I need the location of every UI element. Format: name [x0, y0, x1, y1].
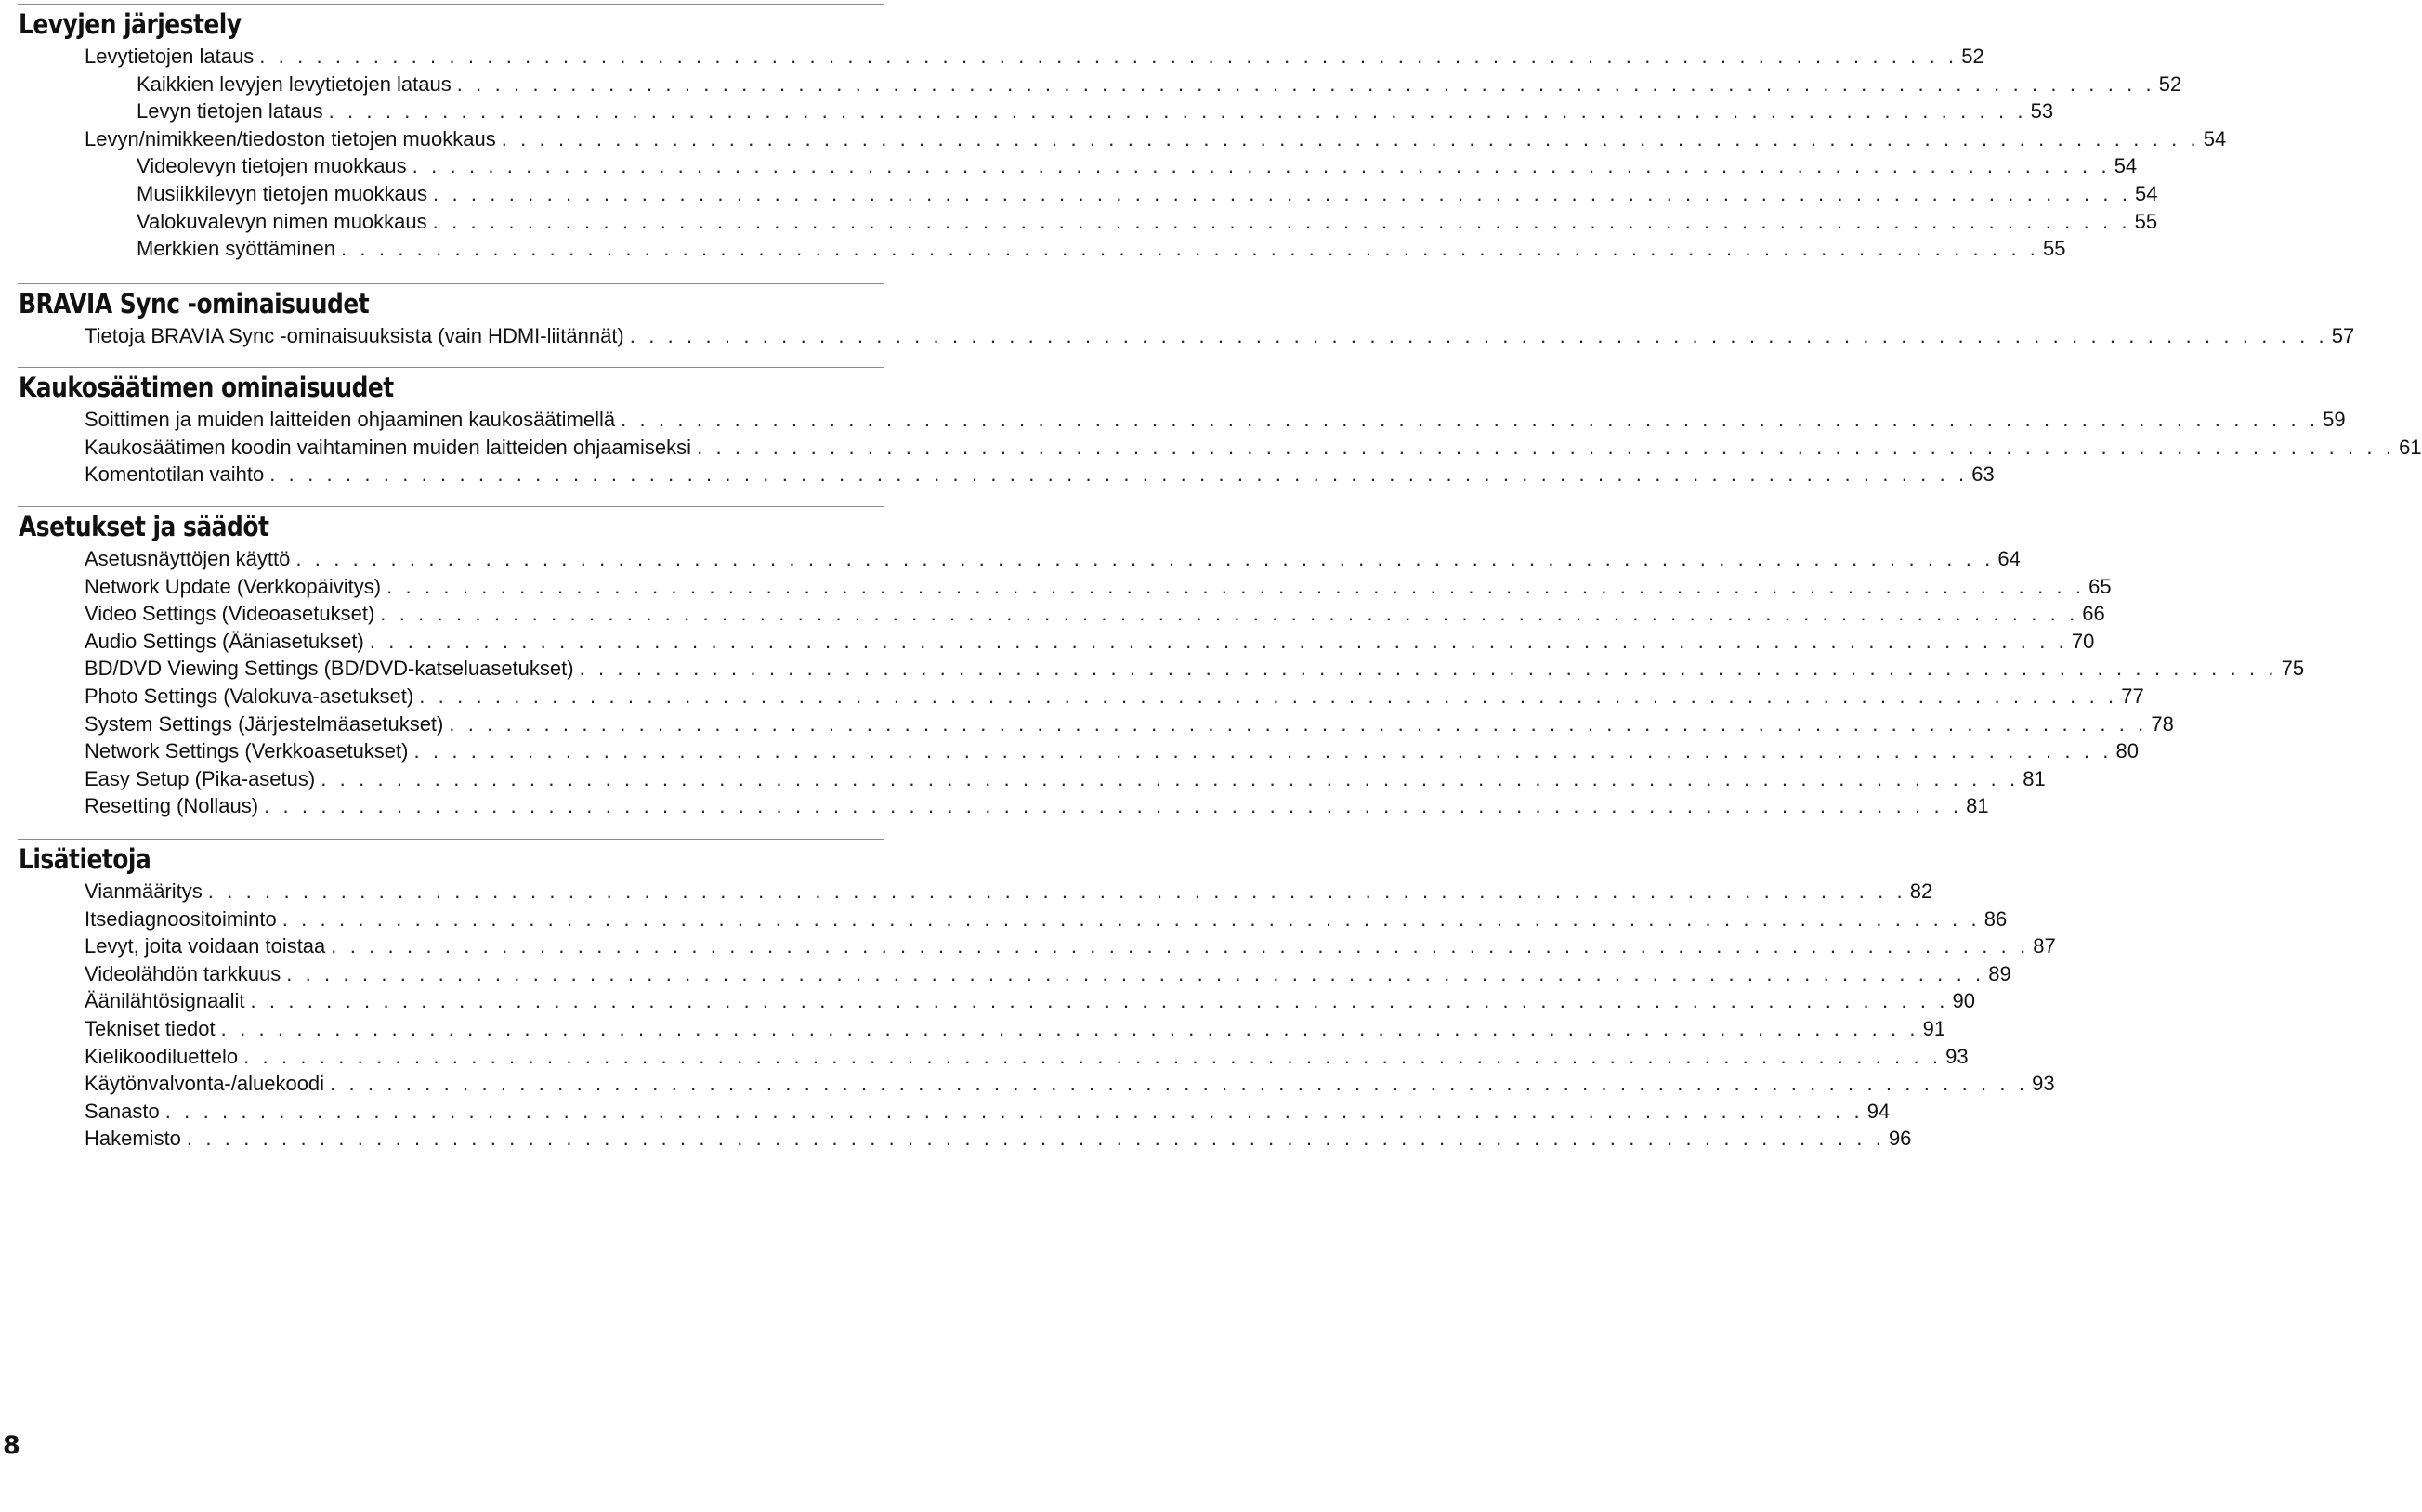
- toc-entry-title: Tietoja BRAVIA Sync -ominaisuuksista (vain HDMI-liitännät): [85, 324, 624, 347]
- toc-entry[interactable]: [85, 710, 2174, 738]
- toc-entry-page: 63: [1971, 463, 1995, 486]
- toc-entry-page: 96: [1888, 1127, 1912, 1150]
- toc-entry-title: Network Settings (Verkkoasetukset): [85, 739, 409, 763]
- dot-leader: . . . . . . . . . . . . . . . . . . . . . . . . . . . . . . . . . . . . . . . . . . . . . . . . . . . . . . . . . . . . . . . . . . . . . . . . . . . . . . . . . . . . . . . . . .: [386, 575, 2086, 598]
- dot-leader: . . . . . . . . . . . . . . . . . . . . . . . . . . . . . . . . . . . . . . . . . . . . . . . . . . . . . . . . . . . . . . . . . . . . . . . . . . . . . . . . . . . . . . . . . .: [380, 602, 2079, 625]
- toc-entry[interactable]: [85, 906, 2008, 933]
- toc-entry-title: Video Settings (Videoasetukset): [85, 602, 375, 625]
- dot-leader: . . . . . . . . . . . . . . . . . . . . . . . . . . . . . . . . . . . . . . . . . . . . . . . . . . . . . . . . . . . . . . . . . . . . . . . . . . . . . . . . . . . . . . . . . .: [419, 684, 2118, 708]
- toc-entry-page: 59: [2323, 408, 2346, 431]
- section-heading: Levyjen järjestely: [19, 8, 242, 40]
- toc-entry-title: Merkkien syöttäminen: [137, 237, 335, 260]
- toc-entry-title: Soittimen ja muiden laitteiden ohjaaminen kaukosäätimellä: [85, 408, 616, 431]
- toc-entry[interactable]: [85, 1043, 1969, 1071]
- toc-entry[interactable]: [85, 125, 2227, 153]
- dot-leader: . . . . . . . . . . . . . . . . . . . . . . . . . . . . . . . . . . . . . . . . . . . . . . . . . . . . . . . . . . . . . . . . . . . . . . . . . . . . . . . . . . . . . . . . . .: [264, 794, 1963, 817]
- section-heading: BRAVIA Sync -ominaisuudet: [19, 288, 370, 319]
- toc-entry[interactable]: [85, 765, 2046, 793]
- toc-entry-title: Komentotilan vaihto: [85, 463, 265, 486]
- dot-leader: . . . . . . . . . . . . . . . . . . . . . . . . . . . . . . . . . . . . . . . . . . . . . . . . . . . . . . . . . . . . . . . . . . . . . . . . . . . . . . . . . . . . . . . . . .: [259, 45, 1958, 68]
- toc-entry[interactable]: [137, 208, 2158, 236]
- dot-leader: . . . . . . . . . . . . . . . . . . . . . . . . . . . . . . . . . . . . . . . . . . . . . . . . . . . . . . . . . . . . . . . . . . . . . . . . . . . . . . . . . . . . . . . . . .: [501, 127, 2200, 150]
- toc-entry[interactable]: [85, 461, 1995, 489]
- dot-leader: . . . . . . . . . . . . . . . . . . . . . . . . . . . . . . . . . . . . . . . . . . . . . . . . . . . . . . . . . . . . . . . . . . . . . . . . . . . . . . . . . . . . . . . . . .: [295, 547, 1995, 570]
- dot-leader: . . . . . . . . . . . . . . . . . . . . . . . . . . . . . . . . . . . . . . . . . . . . . . . . . . . . . . . . . . . . . . . . . . . . . . . . . . . . . . . . . . . . . . . . . .: [369, 630, 2068, 653]
- toc-entry-title: Network Update (Verkkopäivitys): [85, 575, 382, 598]
- toc-entry-page: 81: [2023, 767, 2046, 790]
- toc-entry[interactable]: [137, 98, 2054, 125]
- toc-entry-page: 52: [2158, 72, 2182, 96]
- section-heading: Asetukset ja säädöt: [19, 511, 269, 542]
- toc-entry[interactable]: [85, 1015, 1946, 1043]
- dot-leader: . . . . . . . . . . . . . . . . . . . . . . . . . . . . . . . . . . . . . . . . . . . . . . . . . . . . . . . . . . . . . . . . . . . . . . . . . . . . . . . . . . . . . . . . . .: [621, 408, 2320, 431]
- toc-entry-title: Sanasto: [85, 1100, 160, 1123]
- section-divider: [18, 839, 884, 840]
- toc-entry-title: Itsediagnoositoiminto: [85, 907, 277, 931]
- toc-entry-page: 82: [1909, 880, 1933, 903]
- toc-entry[interactable]: [85, 878, 1933, 906]
- dot-leader: . . . . . . . . . . . . . . . . . . . . . . . . . . . . . . . . . . . . . . . . . . . . . . . . . . . . . . . . . . . . . . . . . . . . . . . . . . . . . . . . . . . . . . . . . .: [456, 72, 2155, 96]
- toc-entry[interactable]: [137, 235, 2066, 263]
- toc-entry-title: Musiikkilevyn tietojen muokkaus: [137, 182, 428, 205]
- toc-entry-title: Vianmääritys: [85, 880, 203, 903]
- dot-leader: . . . . . . . . . . . . . . . . . . . . . . . . . . . . . . . . . . . . . . . . . . . . . . . . . . . . . . . . . . . . . . . . . . . . . . . . . . . . . . . . . . . . . . . . . .: [413, 739, 2113, 763]
- toc-entry[interactable]: [85, 737, 2139, 765]
- toc-entry-page: 86: [1983, 907, 2008, 931]
- dot-leader: . . . . . . . . . . . . . . . . . . . . . . . . . . . . . . . . . . . . . . . . . . . . . . . . . . . . . . . . . . . . . . . . . . . . . . . . . . . . . . . . . . . . . . . . . .: [433, 182, 2132, 205]
- toc-entry[interactable]: [85, 655, 2305, 683]
- toc-entry-page: 91: [1922, 1017, 1946, 1040]
- toc-entry-page: 78: [2151, 712, 2174, 736]
- toc-entry-title: Levyn/nimikkeen/tiedoston tietojen muokkaus: [85, 127, 496, 150]
- toc-entry-page: 54: [2114, 154, 2138, 177]
- toc-entry-title: System Settings (Järjestelmäasetukset): [85, 712, 444, 736]
- dot-leader: . . . . . . . . . . . . . . . . . . . . . . . . . . . . . . . . . . . . . . . . . . . . . . . . . . . . . . . . . . . . . . . . . . . . . . . . . . . . . . . . . . . . . . . . . .: [243, 1045, 1943, 1068]
- dot-leader: . . . . . . . . . . . . . . . . . . . . . . . . . . . . . . . . . . . . . . . . . . . . . . . . . . . . . . . . . . . . . . . . . . . . . . . . . . . . . . . . . . . . . . . . . .: [321, 767, 2020, 790]
- dot-leader: . . . . . . . . . . . . . . . . . . . . . . . . . . . . . . . . . . . . . . . . . . . . . . . . . . . . . . . . . . . . . . . . . . . . . . . . . . . . . . . . . . . . . . . . . .: [449, 712, 2148, 736]
- toc-entry-page: 55: [2134, 210, 2158, 233]
- toc-entry[interactable]: [85, 683, 2144, 710]
- toc-entry-title: Levytietojen lataus: [85, 45, 255, 68]
- toc-entry-title: Photo Settings (Valokuva-asetukset): [85, 684, 414, 708]
- toc-entry[interactable]: [85, 1070, 2055, 1098]
- dot-leader: . . . . . . . . . . . . . . . . . . . . . . . . . . . . . . . . . . . . . . . . . . . . . . . . . . . . . . . . . . . . . . . . . . . . . . . . . . . . . . . . . . . . . . . . . .: [330, 1072, 2029, 1095]
- toc-entry-page: 70: [2071, 630, 2095, 653]
- section-divider: [18, 283, 884, 284]
- toc-entry[interactable]: [85, 434, 2422, 462]
- dot-leader: . . . . . . . . . . . . . . . . . . . . . . . . . . . . . . . . . . . . . . . . . . . . . . . . . . . . . . . . . . . . . . . . . . . . . . . . . . . . . . . . . . . . . . . . . .: [340, 237, 2039, 260]
- toc-entry-page: 55: [2043, 237, 2066, 260]
- toc-entry-page: 52: [1961, 45, 1984, 68]
- dot-leader: . . . . . . . . . . . . . . . . . . . . . . . . . . . . . . . . . . . . . . . . . . . . . . . . . . . . . . . . . . . . . . . . . . . . . . . . . . . . . . . . . . . . . . . . . .: [220, 1017, 1919, 1040]
- toc-entry[interactable]: [85, 545, 2021, 573]
- dot-leader: . . . . . . . . . . . . . . . . . . . . . . . . . . . . . . . . . . . . . . . . . . . . . . . . . . . . . . . . . . . . . . . . . . . . . . . . . . . . . . . . . . . . . . . . . .: [579, 657, 2278, 680]
- toc-entry-title: Asetusnäyttöjen käyttö: [85, 547, 291, 570]
- toc-entry[interactable]: [137, 180, 2158, 208]
- toc-entry-title: BD/DVD Viewing Settings (BD/DVD-katseluasetukset): [85, 657, 574, 680]
- toc-entry-page: 61: [2399, 436, 2422, 459]
- toc-entry-page: 54: [2203, 127, 2227, 150]
- toc-entry-page: 87: [2033, 934, 2056, 958]
- toc-entry-page: 65: [2088, 575, 2112, 598]
- toc-entry[interactable]: [85, 792, 1989, 820]
- toc-entry-page: 93: [2032, 1072, 2055, 1095]
- toc-entry-title: Valokuvalevyn nimen muokkaus: [137, 210, 427, 233]
- dot-leader: . . . . . . . . . . . . . . . . . . . . . . . . . . . . . . . . . . . . . . . . . . . . . . . . . . . . . . . . . . . . . . . . . . . . . . . . . . . . . . . . . . . . . . . . . .: [697, 436, 2396, 459]
- toc-entry-title: Tekniset tiedot: [85, 1017, 216, 1040]
- dot-leader: . . . . . . . . . . . . . . . . . . . . . . . . . . . . . . . . . . . . . . . . . . . . . . . . . . . . . . . . . . . . . . . . . . . . . . . . . . . . . . . . . . . . . . . . . .: [286, 962, 1985, 985]
- toc-entry-title: Kaukosäätimen koodin vaihtaminen muiden laitteiden ohjaamiseksi: [85, 436, 692, 459]
- toc-entry-page: 93: [1945, 1045, 1969, 1068]
- toc-entry-title: Kielikoodiluettelo: [85, 1045, 239, 1068]
- toc-entry-title: Videolevyn tietojen muokkaus: [137, 154, 407, 177]
- toc-entry-title: Käytönvalvonta-/aluekoodi: [85, 1072, 325, 1095]
- toc-entry-page: 64: [1997, 547, 2021, 570]
- toc-entry[interactable]: [85, 1098, 1891, 1126]
- dot-leader: . . . . . . . . . . . . . . . . . . . . . . . . . . . . . . . . . . . . . . . . . . . . . . . . . . . . . . . . . . . . . . . . . . . . . . . . . . . . . . . . . . . . . . . . . .: [207, 880, 1906, 903]
- toc-entry-page: 81: [1966, 794, 1989, 817]
- toc-entry-page: 75: [2281, 657, 2305, 680]
- toc-entry-title: Äänilähtösignaalit: [85, 989, 245, 1012]
- dot-leader: . . . . . . . . . . . . . . . . . . . . . . . . . . . . . . . . . . . . . . . . . . . . . . . . . . . . . . . . . . . . . . . . . . . . . . . . . . . . . . . . . . . . . . . . . .: [186, 1127, 1885, 1150]
- section-heading: Kaukosäätimen ominaisuudet: [19, 371, 394, 403]
- toc-entry-page: 90: [1952, 989, 1975, 1012]
- toc-entry-title: Hakemisto: [85, 1127, 181, 1150]
- dot-leader: . . . . . . . . . . . . . . . . . . . . . . . . . . . . . . . . . . . . . . . . . . . . . . . . . . . . . . . . . . . . . . . . . . . . . . . . . . . . . . . . . . . . . . . . . .: [269, 463, 1969, 486]
- toc-entry-page: 77: [2121, 684, 2144, 708]
- toc-entry[interactable]: [85, 573, 2112, 601]
- toc-entry[interactable]: [85, 1125, 1912, 1153]
- toc-entry[interactable]: [85, 987, 1975, 1015]
- toc-entry-page: 54: [2135, 182, 2158, 205]
- toc-entry-title: Kaikkien levyjen levytietojen lataus: [137, 72, 452, 96]
- dot-leader: . . . . . . . . . . . . . . . . . . . . . . . . . . . . . . . . . . . . . . . . . . . . . . . . . . . . . . . . . . . . . . . . . . . . . . . . . . . . . . . . . . . . . . . . . .: [250, 989, 1949, 1012]
- toc-entry-page: 57: [2331, 324, 2355, 347]
- toc-entry-page: 94: [1866, 1100, 1891, 1123]
- dot-leader: . . . . . . . . . . . . . . . . . . . . . . . . . . . . . . . . . . . . . . . . . . . . . . . . . . . . . . . . . . . . . . . . . . . . . . . . . . . . . . . . . . . . . . . . . .: [281, 907, 1981, 931]
- section-divider: [18, 506, 884, 507]
- toc-entry-title: Resetting (Nollaus): [85, 794, 259, 817]
- toc-entry[interactable]: [137, 71, 2182, 98]
- toc-entry[interactable]: [137, 152, 2138, 180]
- section-heading: Lisätietoja: [19, 843, 151, 875]
- toc-entry[interactable]: [85, 932, 2056, 960]
- toc-entry-page: 80: [2115, 739, 2139, 763]
- toc-entry-page: 53: [2030, 99, 2054, 123]
- toc-entry[interactable]: [85, 960, 2011, 988]
- toc-entry-page: 89: [1988, 962, 2011, 985]
- dot-leader: . . . . . . . . . . . . . . . . . . . . . . . . . . . . . . . . . . . . . . . . . . . . . . . . . . . . . . . . . . . . . . . . . . . . . . . . . . . . . . . . . . . . . . . . . .: [629, 324, 2328, 347]
- toc-entry[interactable]: [85, 628, 2095, 656]
- toc-entry-title: Easy Setup (Pika-asetus): [85, 767, 316, 790]
- page-number: 8: [0, 1427, 21, 1466]
- toc-entry-title: Levyn tietojen lataus: [137, 99, 323, 123]
- toc-entry-page: 66: [2082, 602, 2105, 625]
- dot-leader: . . . . . . . . . . . . . . . . . . . . . . . . . . . . . . . . . . . . . . . . . . . . . . . . . . . . . . . . . . . . . . . . . . . . . . . . . . . . . . . . . . . . . . . . . .: [328, 99, 2027, 123]
- toc-entry-title: Audio Settings (Ääniasetukset): [85, 630, 364, 653]
- section-divider: [18, 4, 884, 5]
- toc-entry-title: Levyt, joita voidaan toistaa: [85, 934, 326, 958]
- section-divider: [18, 367, 884, 368]
- toc-entry[interactable]: [85, 322, 2355, 350]
- dot-leader: . . . . . . . . . . . . . . . . . . . . . . . . . . . . . . . . . . . . . . . . . . . . . . . . . . . . . . . . . . . . . . . . . . . . . . . . . . . . . . . . . . . . . . . . . .: [432, 210, 2131, 233]
- dot-leader: . . . . . . . . . . . . . . . . . . . . . . . . . . . . . . . . . . . . . . . . . . . . . . . . . . . . . . . . . . . . . . . . . . . . . . . . . . . . . . . . . . . . . . . . . .: [164, 1100, 1864, 1123]
- dot-leader: . . . . . . . . . . . . . . . . . . . . . . . . . . . . . . . . . . . . . . . . . . . . . . . . . . . . . . . . . . . . . . . . . . . . . . . . . . . . . . . . . . . . . . . . . .: [412, 154, 2111, 177]
- dot-leader: . . . . . . . . . . . . . . . . . . . . . . . . . . . . . . . . . . . . . . . . . . . . . . . . . . . . . . . . . . . . . . . . . . . . . . . . . . . . . . . . . . . . . . . . . .: [331, 934, 2030, 958]
- toc-entry[interactable]: [85, 406, 2346, 434]
- toc-entry[interactable]: [85, 43, 1984, 71]
- toc-entry[interactable]: [85, 600, 2105, 628]
- toc-entry-title: Videolähdön tarkkuus: [85, 962, 281, 985]
